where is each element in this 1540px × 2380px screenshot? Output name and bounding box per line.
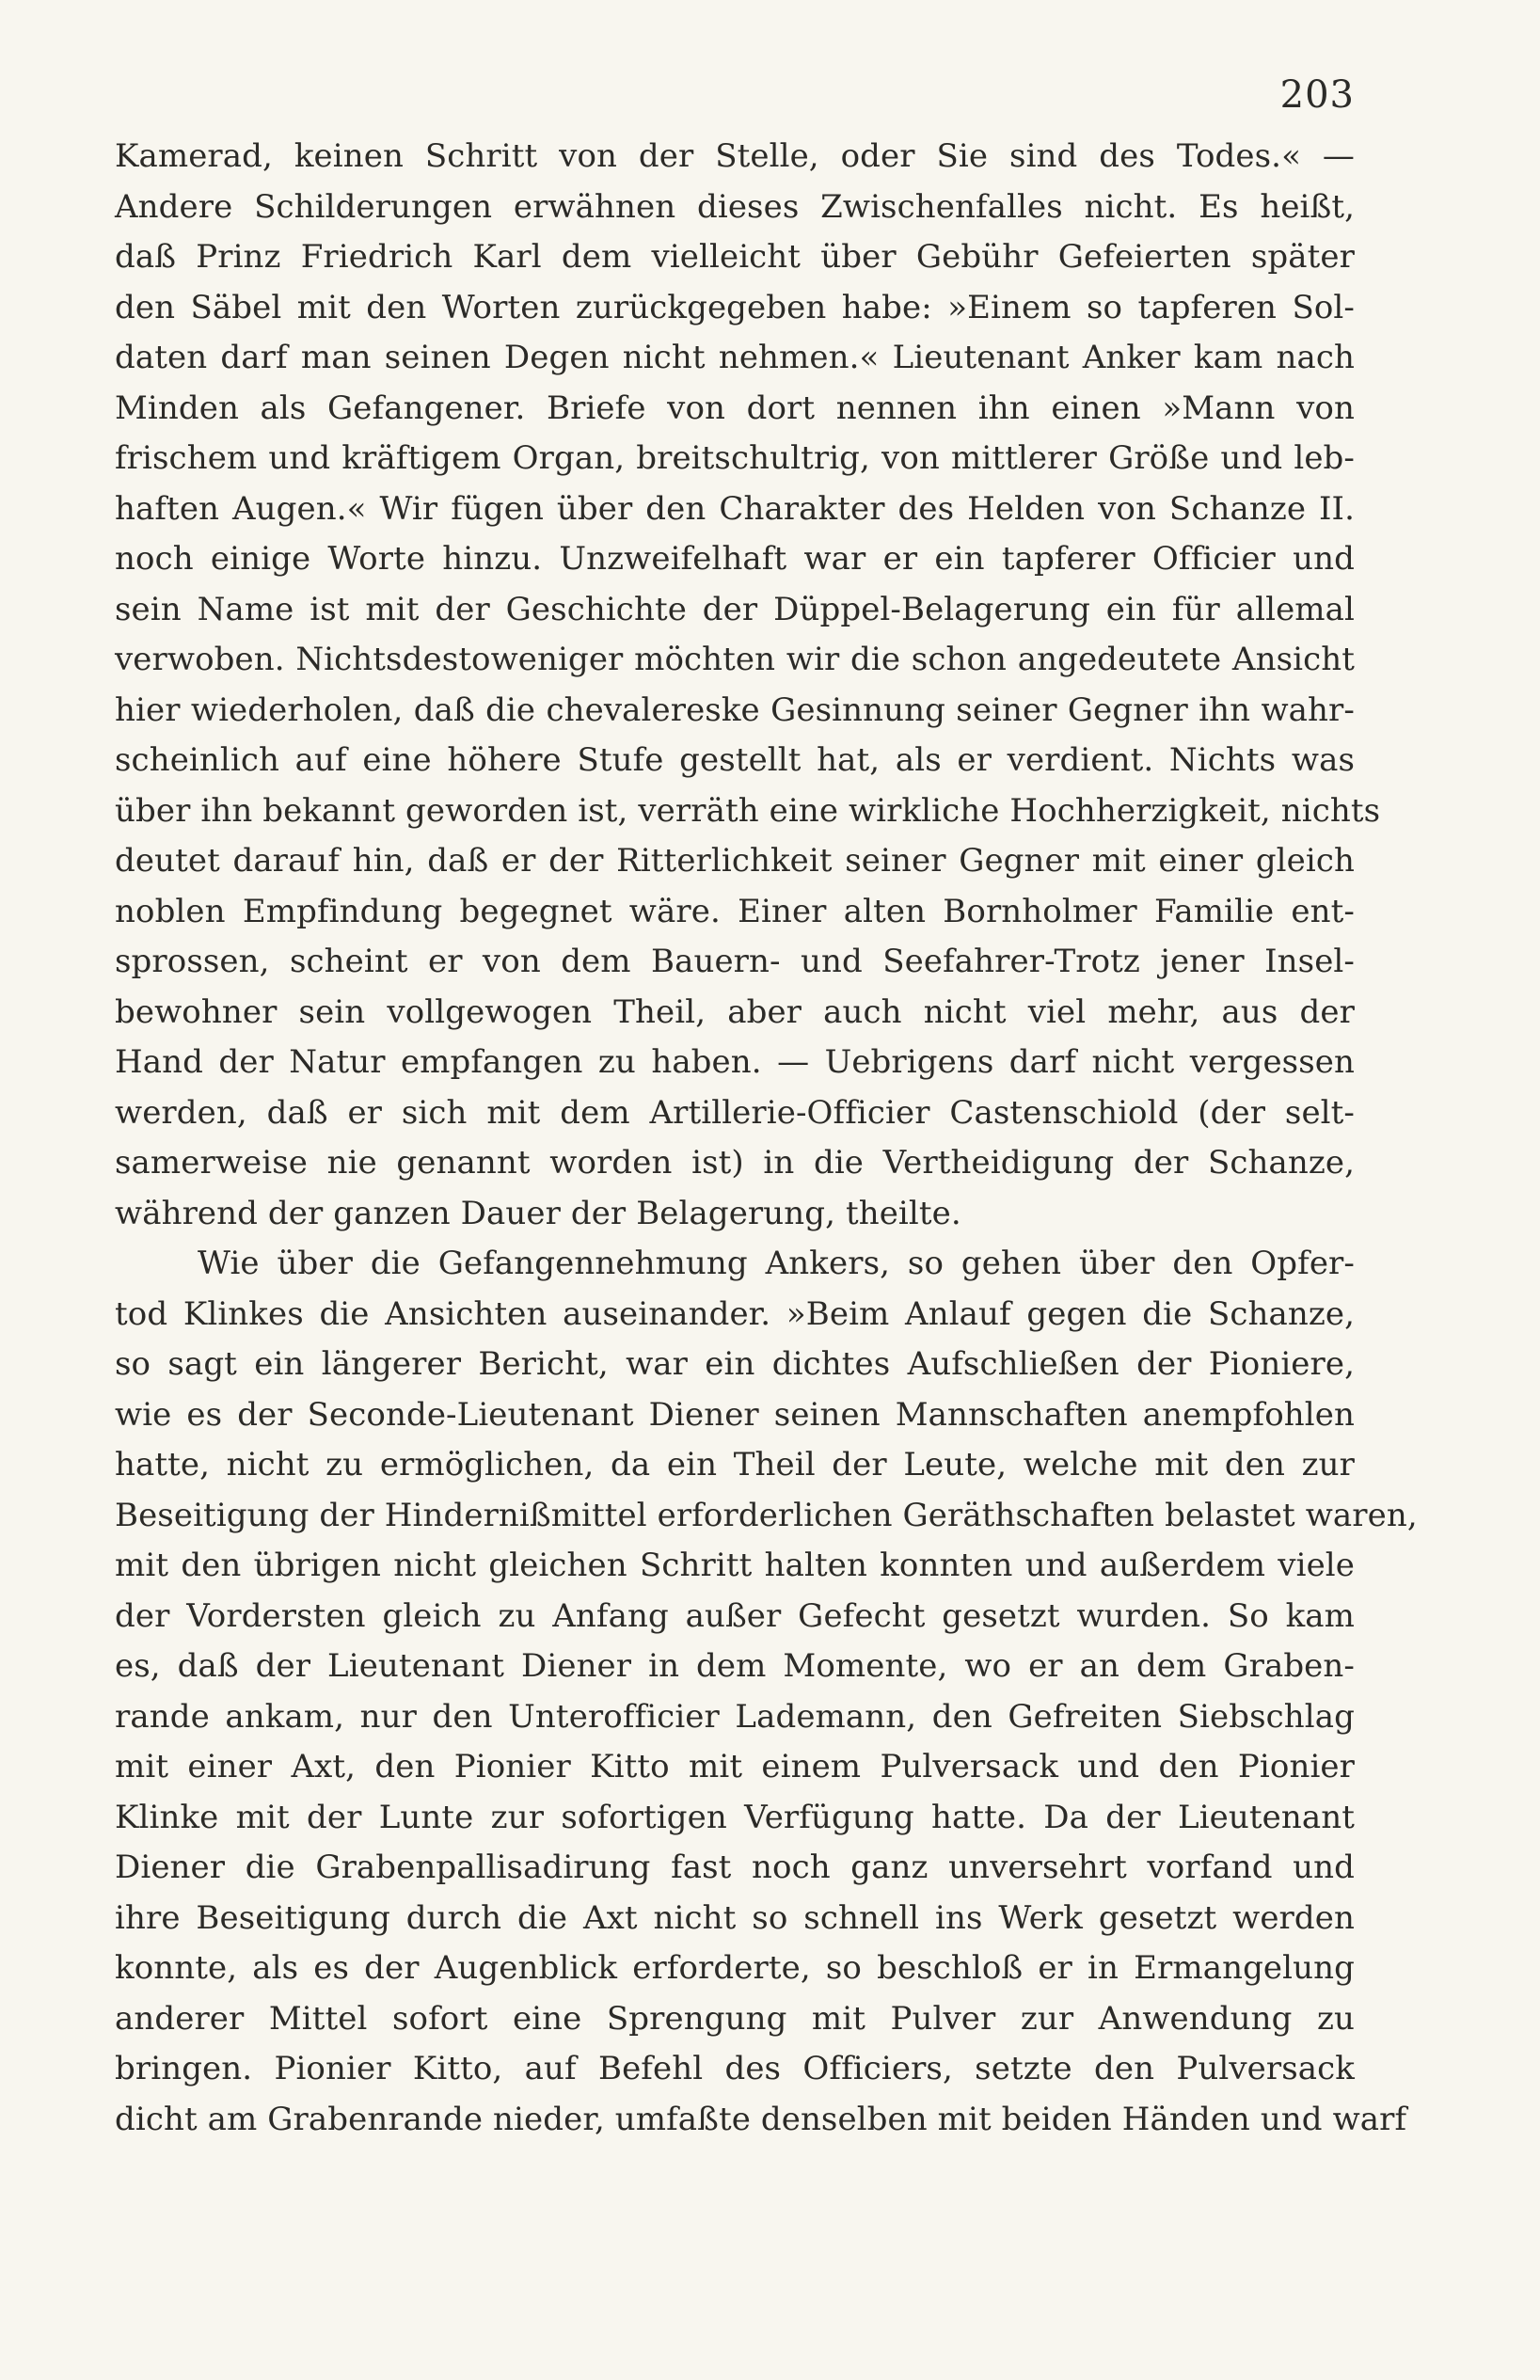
- text-line: über ihn bekannt geworden ist, verräth eine wirkliche Hochherzigkeit, nichts: [115, 791, 1381, 830]
- text-line: haften Augen.« Wir fügen über den Charakter des Helden von Schanze II.: [115, 489, 1355, 528]
- text-line: tod Klinkes die Ansichten auseinander. »Beim Anlauf gegen die Schanze,: [115, 1294, 1355, 1333]
- text-line: deutet darauf hin, daß er der Ritterlichkeit seiner Gegner mit einer gleich: [115, 842, 1355, 880]
- text-line: hatte, nicht zu ermöglichen, da ein Theil der Leute, welche mit den zur: [115, 1446, 1355, 1484]
- text-line: der Vordersten gleich zu Anfang außer Gefecht gesetzt wurden. So kam: [115, 1596, 1355, 1635]
- text-line: daß Prinz Friedrich Karl dem vielleicht über Gebühr Gefeierten später: [115, 238, 1355, 276]
- text-line: samerweise nie genannt worden ist) in die Vertheidigung der Schanze,: [115, 1144, 1355, 1182]
- text-line: frischem und kräftigem Organ, breitschultrig, von mittlerer Größe und leb-: [115, 439, 1355, 477]
- text-line: Diener die Grabenpallisadirung fast noch ganz unversehrt vorfand und: [115, 1848, 1355, 1886]
- text-line: mit den übrigen nicht gleichen Schritt halten konnten und außerdem viele: [115, 1547, 1355, 1584]
- text-line: dicht am Grabenrande nieder, umfaßte denselben mit beiden Händen und warf: [115, 2100, 1407, 2138]
- body-text: [115, 132, 1418, 2145]
- text-line: konnte, als es der Augenblick erforderte, so beschloß er in Ermangelung: [115, 1949, 1355, 1987]
- text-line: ihre Beseitigung durch die Axt nicht so schnell ins Werk gesetzt werden: [115, 1898, 1355, 1937]
- text-line: daten darf man seinen Degen nicht nehmen.« Lieutenant Anker kam nach: [115, 339, 1355, 376]
- text-line: Hand der Natur empfangen zu haben. — Uebrigens darf nicht vergessen: [115, 1043, 1355, 1081]
- text-line: rande ankam, nur den Unterofficier Lademann, den Gefreiten Siebschlag: [115, 1697, 1355, 1736]
- text-line: so sagt ein längerer Bericht, war ein dichtes Aufschließen der Pioniere,: [115, 1345, 1355, 1383]
- text-line: noch einige Worte hinzu. Unzweifelhaft war er ein tapferer Officier und: [115, 540, 1355, 578]
- text-line: mit einer Axt, den Pionier Kitto mit einem Pulversack und den Pionier: [115, 1748, 1355, 1785]
- text-line: noblen Empfindung begegnet wäre. Einer alten Bornholmer Familie ent-: [115, 892, 1355, 930]
- text-line: werden, daß er sich mit dem Artillerie-Officier Castenschiold (der selt-: [115, 1093, 1355, 1132]
- text-line: bringen. Pionier Kitto, auf Befehl des Officiers, setzte den Pulversack: [115, 2050, 1355, 2087]
- text-line: hier wiederholen, daß die chevalereske Gesinnung seiner Gegner ihn wahr-: [115, 690, 1355, 729]
- page-number: 203: [1279, 73, 1355, 117]
- text-line: Andere Schilderungen erwähnen dieses Zwischenfalles nicht. Es heißt,: [115, 187, 1355, 226]
- text-line: Kamerad, keinen Schritt von der Stelle, oder Sie sind des Todes.« —: [115, 137, 1355, 175]
- text-line: bewohner sein vollgewogen Theil, aber auch nicht viel mehr, aus der: [115, 992, 1355, 1031]
- text-line: scheinlich auf eine höhere Stufe gestellt hat, als er verdient. Nichts was: [115, 741, 1355, 779]
- text-line: Beseitigung der Hindernißmittel erforderlichen Geräthschaften belastet waren,: [115, 1496, 1418, 1534]
- text-line: Klinke mit der Lunte zur sofortigen Verfügung hatte. Da der Lieutenant: [115, 1798, 1355, 1836]
- text-line: anderer Mittel sofort eine Sprengung mit Pulver zur Anwendung zu: [115, 1999, 1355, 2038]
- text-line: Minden als Gefangener. Briefe von dort nennen ihn einen »Mann von: [115, 389, 1355, 427]
- text-line: Wie über die Gefangennehmung Ankers, so gehen über den Opfer-: [198, 1245, 1355, 1282]
- text-line: den Säbel mit den Worten zurückgegeben habe: »Einem so tapferen Sol-: [115, 288, 1355, 326]
- text-line: sein Name ist mit der Geschichte der Düppel-Belagerung ein für allemal: [115, 590, 1355, 628]
- text-line: sprossen, scheint er von dem Bauern- und Seefahrer-Trotz jener Insel-: [115, 943, 1355, 980]
- text-line: verwoben. Nichtsdestoweniger möchten wir die schon angedeutete Ansicht: [115, 641, 1355, 678]
- text-line: es, daß der Lieutenant Diener in dem Momente, wo er an dem Graben-: [115, 1647, 1355, 1685]
- paragraph-2: [115, 1239, 1418, 2145]
- text-line: während der ganzen Dauer der Belagerung, theilte.: [115, 1194, 961, 1232]
- text-line: wie es der Seconde-Lieutenant Diener seinen Mannschaften anempfohlen: [115, 1395, 1355, 1434]
- paragraph-1: [115, 132, 1381, 1239]
